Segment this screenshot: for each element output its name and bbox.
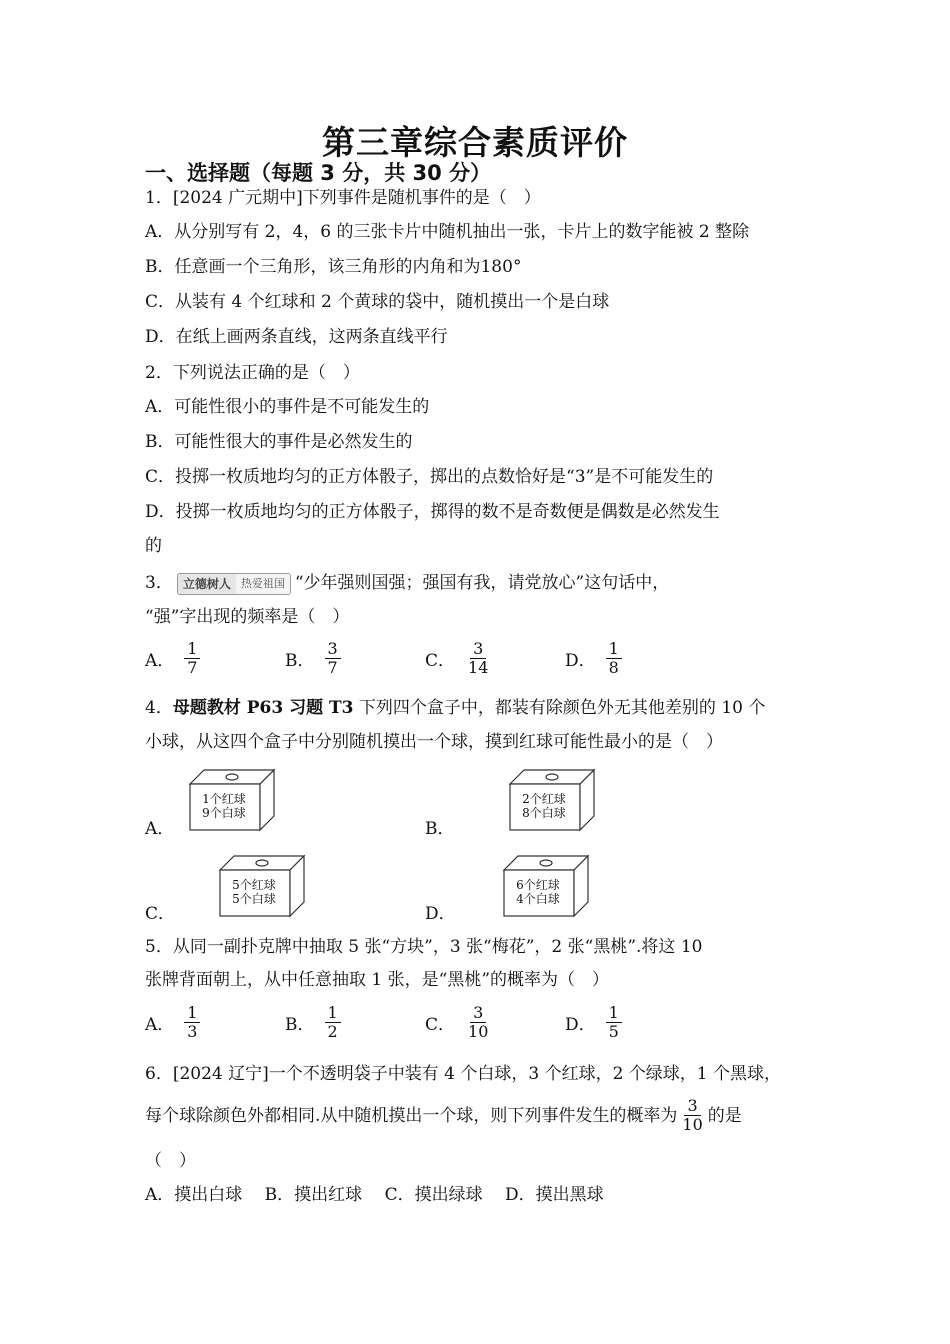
q1-option-c: C．从装有 4 个红球和 2 个黄球的袋中，随机摸出一个是白球: [145, 292, 610, 312]
q6-options: A．摸出白球 B．摸出红球 C．摸出绿球 D．摸出黑球: [145, 1185, 604, 1205]
badge-label-main: 立德树人: [178, 574, 236, 594]
q3-option-a: [145, 640, 202, 677]
q5-stem-line2: 张牌背面朝上，从中任意抽取 1 张，是“黑桃”的概率为（ ）: [145, 970, 610, 990]
box-label-red: 2个红球: [522, 792, 566, 806]
fraction: [184, 1004, 200, 1041]
denominator: 8: [608, 658, 619, 677]
box-label-white: 8个白球: [522, 806, 566, 820]
q4-stem-text: 下列四个盒子中，都装有除颜色外无其他差别的 10 个: [358, 698, 766, 718]
option-label: C．: [425, 1015, 456, 1035]
q3-stem-line1: [145, 571, 669, 595]
box-label: [224, 878, 284, 906]
q1-option-d: D．在纸上画两条直线，这两条直线平行: [145, 327, 448, 347]
option-label: B．: [285, 651, 315, 671]
q4-number: 4．: [145, 698, 173, 718]
q6-stem-text-a: 每个球除颜色外都相同.从中随机摸出一个球，则下列事件发生的概率为: [145, 1105, 678, 1126]
q4-box-c: [218, 854, 308, 918]
q2-option-d-line2: 的: [145, 536, 162, 556]
denominator: 14: [468, 658, 489, 677]
fraction: [325, 640, 341, 677]
denominator: 7: [187, 658, 198, 677]
numerator: 3: [325, 640, 341, 659]
q2-option-a: A．可能性很小的事件是不可能发生的: [145, 397, 430, 417]
q4-box-b: [508, 768, 598, 832]
q3-option-b: [285, 640, 343, 677]
q6-stem-line3: （ ）: [145, 1151, 196, 1171]
box-label-red: 6个红球: [516, 878, 560, 892]
numerator: 3: [470, 640, 486, 659]
fraction: [465, 1004, 491, 1041]
q3-option-c: [425, 640, 493, 677]
option-label: B．: [285, 1015, 315, 1035]
q2-option-b: B．可能性很大的事件是必然发生的: [145, 432, 413, 452]
option-label: C．: [425, 651, 456, 671]
denominator: 3: [187, 1022, 198, 1041]
q1-option-b: B．任意画一个三角形，该三角形的内角和为180°: [145, 257, 522, 277]
option-label: D．: [565, 651, 596, 671]
q5-option-c: [425, 1004, 493, 1041]
q5-option-b: [285, 1004, 343, 1041]
numerator: 1: [184, 1004, 200, 1023]
q6-stem-text-b: 的是: [707, 1105, 742, 1126]
q3-number: 3．: [145, 573, 173, 593]
q4-stem-line1: [145, 696, 765, 720]
option-label: D．: [565, 1015, 596, 1035]
denominator: 2: [327, 1022, 338, 1041]
denominator: 10: [468, 1022, 489, 1041]
page-title: 第三章综合素质评价: [322, 123, 628, 162]
box-label: [508, 878, 568, 906]
q3-badge: [177, 573, 291, 595]
q4-box-d: [502, 854, 592, 918]
fraction: [465, 640, 491, 677]
numerator: 3: [470, 1004, 486, 1023]
q6-stem-line1: 6．[2024 辽宁]一个不透明袋子中装有 4 个白球，3 个红球，2 个绿球，1 个黑球，: [145, 1064, 782, 1084]
fraction: [606, 640, 622, 677]
q6-stem-line2: [145, 1097, 742, 1134]
box-label-red: 5个红球: [232, 878, 276, 892]
numerator: 1: [325, 1004, 341, 1023]
fraction: [184, 640, 200, 677]
box-label: [194, 792, 254, 820]
q1-option-a: A．从分别写有 2，4，6 的三张卡片中随机抽出一张，卡片上的数字能被 2 整除: [145, 222, 750, 242]
q2-stem: 2．下列说法正确的是（ ）: [145, 363, 360, 383]
q5-option-d: [565, 1004, 624, 1041]
q3-option-d: [565, 640, 624, 677]
numerator: 1: [606, 640, 622, 659]
fraction: [325, 1004, 341, 1041]
q4-source-tag: 母题教材 P63 习题 T3: [172, 698, 354, 718]
option-label: A．: [145, 1015, 175, 1035]
q4-box-a: [188, 768, 278, 832]
q1-stem: 1．[2024 广元期中]下列事件是随机事件的是（ ）: [145, 188, 541, 208]
q4-option-c-label: C．: [145, 904, 176, 924]
q4-option-a-label: A．: [145, 819, 175, 839]
fraction: [606, 1004, 622, 1041]
q6-fraction: [679, 1097, 705, 1134]
box-label: [514, 792, 574, 820]
section-heading: 一、选择题（每题 3 分，共 30 分）: [145, 161, 492, 185]
denominator: 5: [608, 1022, 619, 1041]
q4-option-d-label: D．: [425, 904, 456, 924]
q4-stem-line2: 小球，从这四个盒子中分别随机摸出一个球，摸到红球可能性最小的是（ ）: [145, 732, 723, 752]
numerator: 1: [184, 640, 200, 659]
q4-option-b-label: B．: [425, 819, 455, 839]
box-label-red: 1个红球: [202, 792, 246, 806]
q2-option-c: C．投掷一枚质地均匀的正方体骰子，掷出的点数恰好是“3”是不可能发生的: [145, 467, 714, 487]
q3-stem-text: “少年强则国强；强国有我，请党放心”这句话中，: [294, 573, 670, 593]
badge-label-sub: 热爱祖国: [236, 574, 290, 594]
box-label-white: 5个白球: [232, 892, 276, 906]
q3-stem-line2: “强”字出现的频率是（ ）: [145, 607, 350, 627]
q5-stem-line1: 5．从同一副扑克牌中抽取 5 张“方块”，3 张“梅花”，2 张“黑桃”.将这 10: [145, 937, 703, 957]
denominator: 10: [682, 1115, 703, 1134]
numerator: 1: [606, 1004, 622, 1023]
numerator: 3: [684, 1097, 700, 1116]
box-label-white: 4个白球: [516, 892, 560, 906]
denominator: 7: [327, 658, 338, 677]
q2-option-d-line1: D．投掷一枚质地均匀的正方体骰子，掷得的数不是奇数便是偶数是必然发生: [145, 502, 720, 522]
q5-option-a: [145, 1004, 202, 1041]
box-label-white: 9个白球: [202, 806, 246, 820]
option-label: A．: [145, 651, 175, 671]
